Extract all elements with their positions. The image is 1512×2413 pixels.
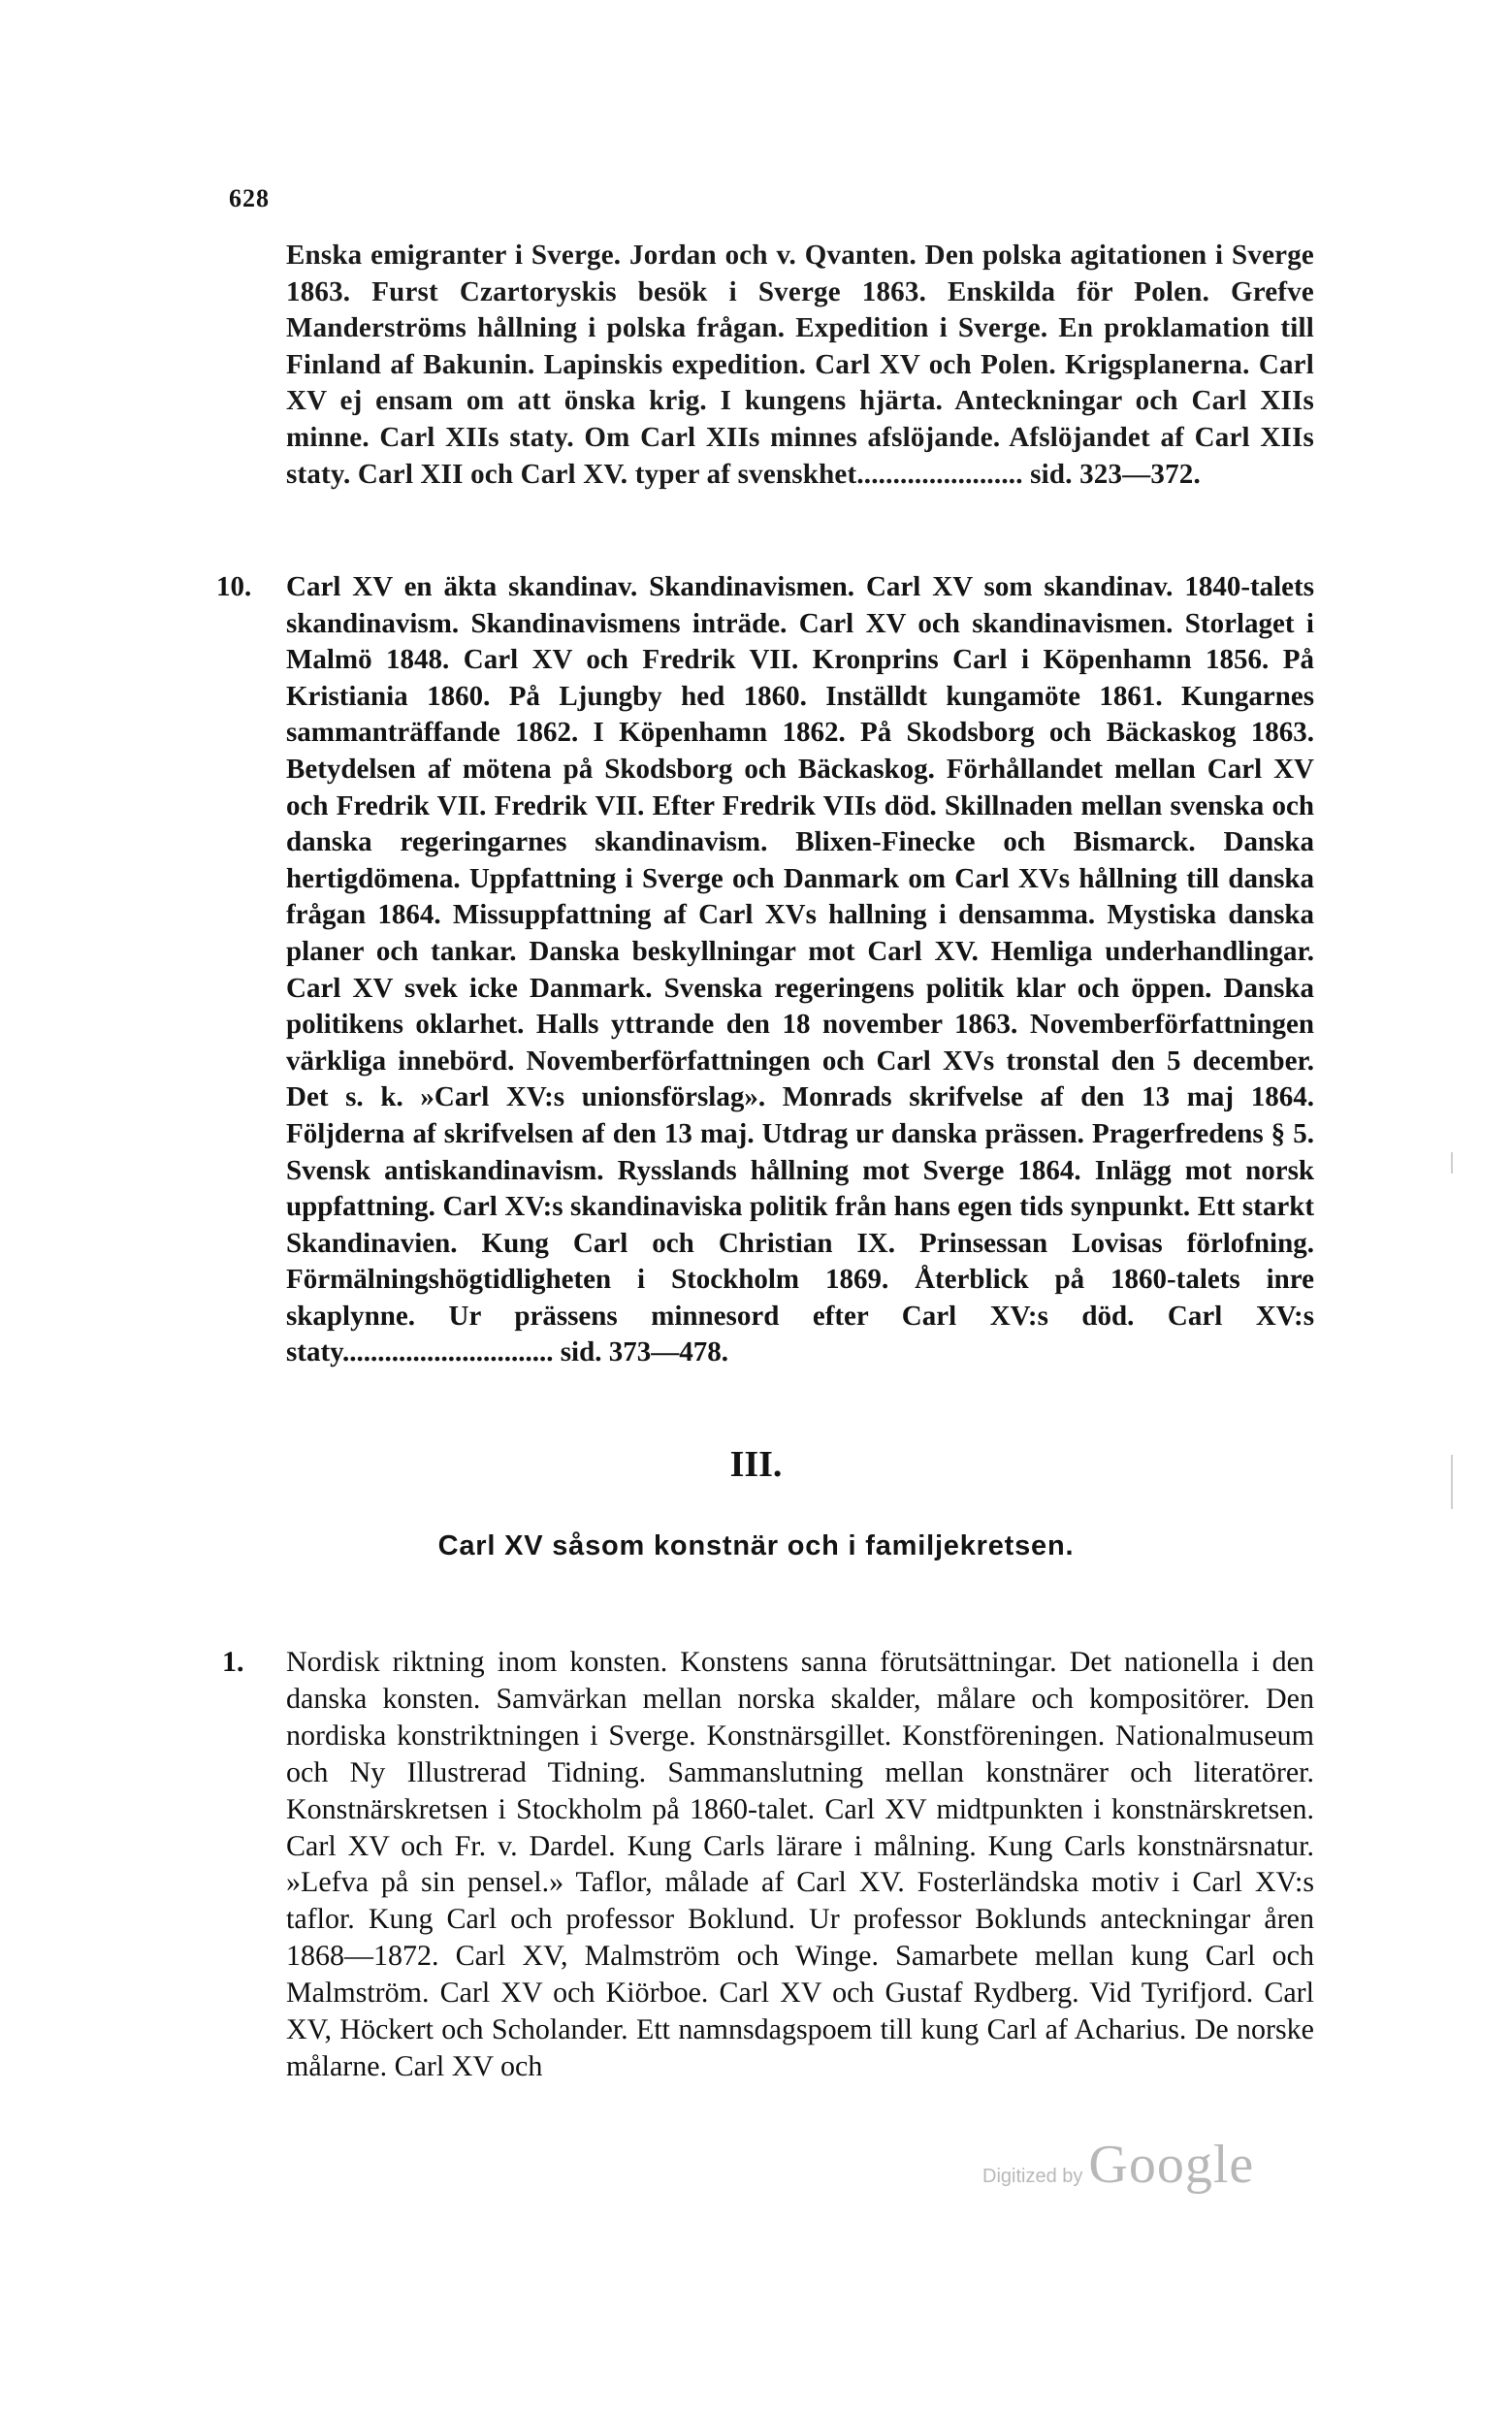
section-title: Carl XV såsom konstnär och i familjekretsen. xyxy=(437,1530,1075,1561)
watermark-prefix: Digitized by xyxy=(982,2166,1083,2187)
entry-number: 1. xyxy=(222,1646,244,1678)
entry-text: Carl XV en äkta skandinav. Skandinavismen. Carl XV som skandinav. 1840-talets skandinavism. Skandinavismens inträde. Carl XV och skandinavismen. Storlaget i Malmö 1848. Carl XV och Fredrik VII. Kronprins Carl i Köpenhamn 1856. På Kristiania 1860. På Ljungby hed 1860. Inställdt kungamöte 1861. Kungarnes sammanträffande 1862. I Köpenhamn 1862. På Skodsborg och Bäckaskog 1863. Betydelsen af mötena på Skodsborg och Bäckaskog. Förhållandet mellan Carl XV och Fredrik VII. Fredrik VII. Efter Fredrik VIIs död. Skillnaden mellan svenska och danska regeringarnes skandinavism. Blixen-Finecke och Bismarck. Danska hertigdömena. Uppfattning i Sverge och Danmark om Carl XVs hållning till danska frågan 1864. Missuppfattning af Carl XVs hallning i densamma. Mystiska danska planer och tankar. Danska beskyllningar mot Carl XV. Hemliga underhandlingar. Carl XV svek icke Danmark. Svenska regeringens politik klar och öppen. Danska politikens oklarhet. Halls yttrande den 18 november 1863. Novemberförfattningen värkliga innebörd. Novemberförfattningen och Carl XVs tronstal den 5 december. Det s. k. »Carl XV:s unionsförslag». Monrads skrifvelse af den 13 maj 1864. Följderna af skrifvelsen af den 13 maj. Utdrag ur danska prässen. Pragerfredens § 5. Svensk antiskandinavism. Rysslands hållning mot Sverge 1864. Inlägg mot norsk uppfattning. Carl XV:s skandinaviska politik från hans egen tids synpunkt. Ett starkt Skandinavien. Kung Carl och Christian IX. Prinsessan Lovisas förlofning. Förmälningshögtidligheten i Stockholm 1869. Återblick på 1860-talets inre skaplynne. Ur prässens minnesord efter Carl XV:s död. Carl XV:s staty.............................. sid. 373—478. xyxy=(286,571,1314,1368)
digitized-by-google-watermark xyxy=(982,2134,1254,2196)
margin-mark xyxy=(1451,1455,1453,1509)
toc-entry-1 xyxy=(222,1644,1314,2085)
entry-number: 10. xyxy=(216,571,252,602)
toc-entry-continued xyxy=(286,238,1314,493)
entry-text: Enska emigranter i Sverge. Jordan och v. Qvanten. Den polska agitationen i Sverge 1863. Furst Czartoryskis besök i Sverge 1863. Enskilda för Polen. Grefve Manderströms hållning i polska frågan. Expedition i Sverge. En proklamation till Finland af Bakunin. Lapinskis expedition. Carl XV och Polen. Krigsplanerna. Carl XV ej ensam om att önska krig. I kungens hjärta. Anteckningar och Carl XIIs minne. Carl XIIs staty. Om Carl XIIs minnes afslöjande. Afslöjandet af Carl XIIs staty. Carl XII och Carl XV. typer af svenskhet....................... sid. 323—372. xyxy=(286,240,1314,490)
google-logo: Google xyxy=(1088,2135,1255,2195)
margin-mark xyxy=(1451,1152,1453,1174)
page-number: 628 xyxy=(229,184,270,212)
entry-text: Nordisk riktning inom konsten. Konstens sanna förutsättningar. Det nationella i den danska konsten. Samvärkan mellan norska skalder, målare och kompositörer. Den nordiska konstriktningen i Sverge. Konstnärsgillet. Konstföreningen. Nationalmuseum och Ny Illustrerad Tidning. Sammanslutning mellan konstnärer och literatörer. Konstnärskretsen i Stockholm på 1860-talet. Carl XV midtpunkten i konstnärskretsen. Carl XV och Fr. v. Dardel. Kung Carls lärare i målning. Kung Carls konstnärsnatur. »Lefva på sin pensel.» Taflor, målade af Carl XV. Fosterländska motiv i Carl XV:s taflor. Kung Carl och professor Boklund. Ur professor Boklunds anteckningar åren 1868—1872. Carl XV, Malmström och Winge. Samarbete mellan kung Carl och Malmström. Carl XV och Kiörboe. Carl XV och Gustaf Rydberg. Vid Tyrifjord. Carl XV, Höckert och Scholander. Ett namnsdagspoem till kung Carl af Acharius. De norske målarne. Carl XV och xyxy=(286,1646,1314,2082)
toc-entry-10 xyxy=(216,569,1314,1371)
section-numeral: III. xyxy=(729,1444,783,1485)
